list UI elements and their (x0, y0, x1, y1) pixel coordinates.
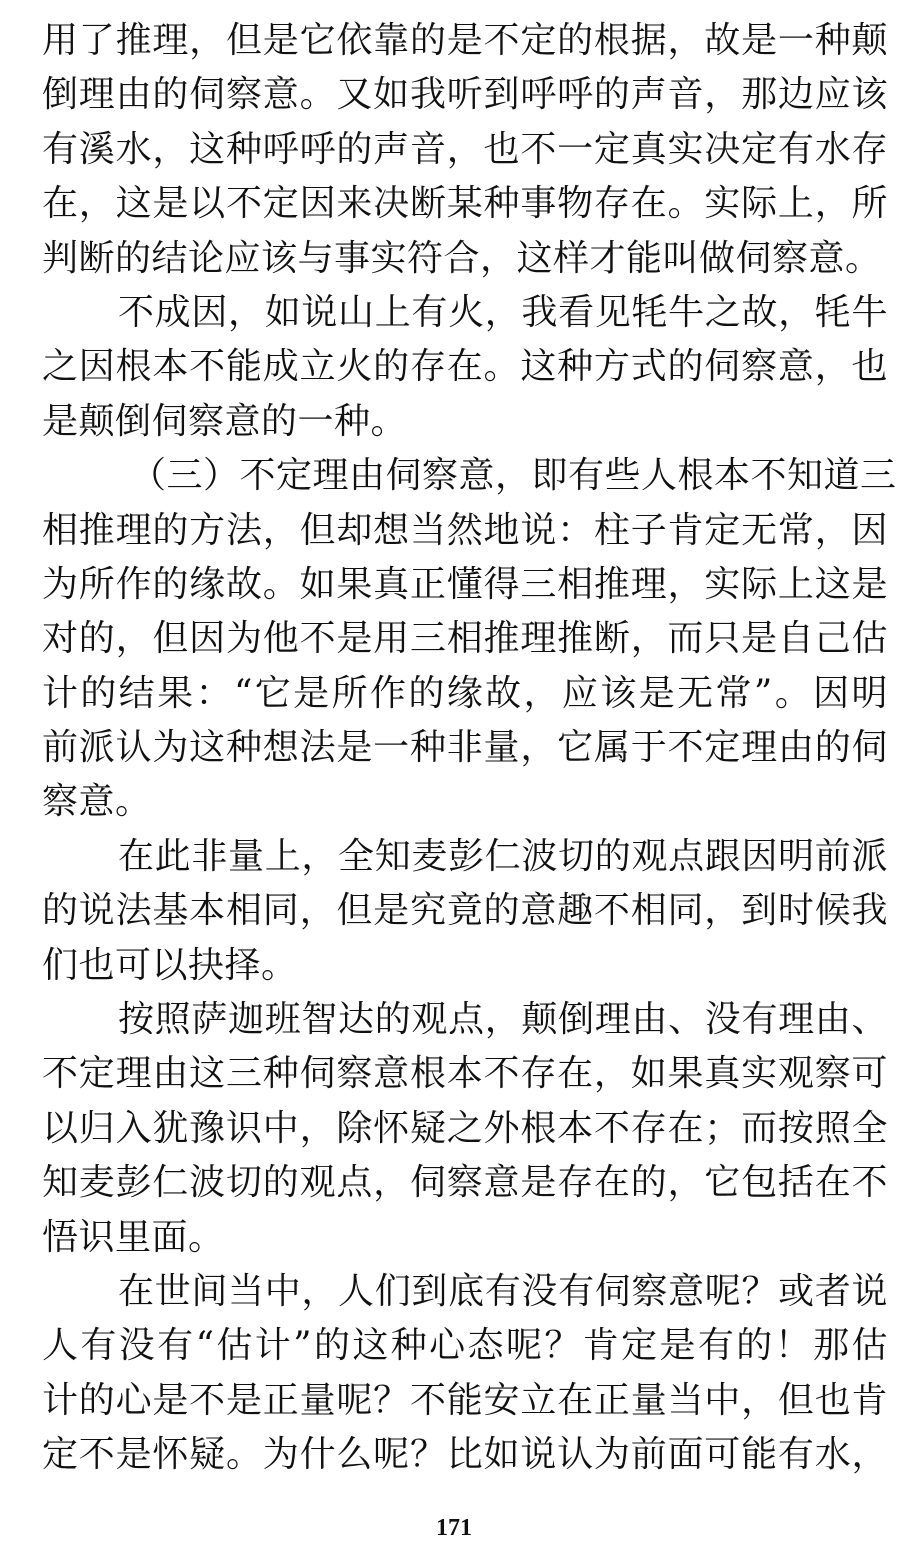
text-line: 在，这是以不定因来决断某种事物存在。实际上，所 (42, 183, 888, 225)
text-line: 倒理由的伺察意。又如我听到呼呼的声音，那边应该 (42, 74, 888, 116)
text-line: 按照萨迦班智达的观点，颠倒理由、没有理由、 (118, 999, 888, 1041)
text-line: 前派认为这种想法是一种非量，它属于不定理由的伺 (42, 727, 888, 769)
text-line: 判断的结论应该与事实符合，这样才能叫做伺察意。 (42, 237, 882, 279)
text-line: （三）不定理由伺察意，即有些人根本不知道三 (130, 455, 897, 497)
paragraph-4 (42, 830, 888, 993)
text-line: 计的结果：“它是所作的缘故，应该是无常”。因明 (42, 672, 888, 714)
paragraph-2 (42, 286, 888, 449)
text-line: 是颠倒伺察意的一种。 (42, 400, 408, 442)
text-line: 不成因，如说山上有火，我看见牦牛之故，牦牛 (118, 291, 888, 333)
text-line: 不定理由这三种伺察意根本不存在，如果真实观察可 (42, 1053, 888, 1095)
text-line: 悟识里面。 (42, 1216, 225, 1258)
paragraph-6 (42, 1265, 888, 1483)
paragraph-3 (42, 449, 897, 830)
text-line: 察意。 (42, 781, 152, 823)
text-line: 的说法基本相同，但是究竟的意趣不相同，到时候我 (42, 890, 888, 932)
text-line: 以归入犹豫识中，除怀疑之外根本不存在；而按照全 (42, 1107, 888, 1149)
text-line: 有溪水，这种呼呼的声音，也不一定真实决定有水存 (42, 128, 888, 170)
text-line: 用了推理，但是它依靠的是不定的根据，故是一种颠 (42, 20, 888, 61)
text-line: 之因根本不能成立火的存在。这种方式的伺察意，也 (42, 346, 888, 388)
text-line: 知麦彭仁波切的观点，伺察意是存在的，它包括在不 (42, 1162, 888, 1204)
paragraph-5 (42, 993, 888, 1265)
text-line: 相推理的方法，但却想当然地说：柱子肯定无常，因 (42, 509, 888, 551)
text-line: 计的心是不是正量呢？不能安立在正量当中，但也肯 (42, 1379, 888, 1421)
text-line: 为所作的缘故。如果真正懂得三相推理，实际上这是 (42, 563, 888, 605)
page-number: 171 (436, 1515, 472, 1541)
text-line: 人有没有“估计”的这种心态呢？肯定是有的！那估 (42, 1325, 888, 1367)
text-line: 对的，但因为他不是用三相推理推断，而只是自己估 (42, 618, 888, 660)
text-line: 在此非量上，全知麦彭仁波切的观点跟因明前派 (118, 835, 888, 877)
text-line: 在世间当中，人们到底有没有伺察意呢？或者说 (118, 1270, 888, 1312)
text-line: 们也可以抉择。 (42, 944, 298, 986)
text-line: 定不是怀疑。为什么呢？比如说认为前面可能有水， (42, 1434, 888, 1476)
page-body (42, 14, 897, 1483)
paragraph-1 (42, 14, 888, 286)
